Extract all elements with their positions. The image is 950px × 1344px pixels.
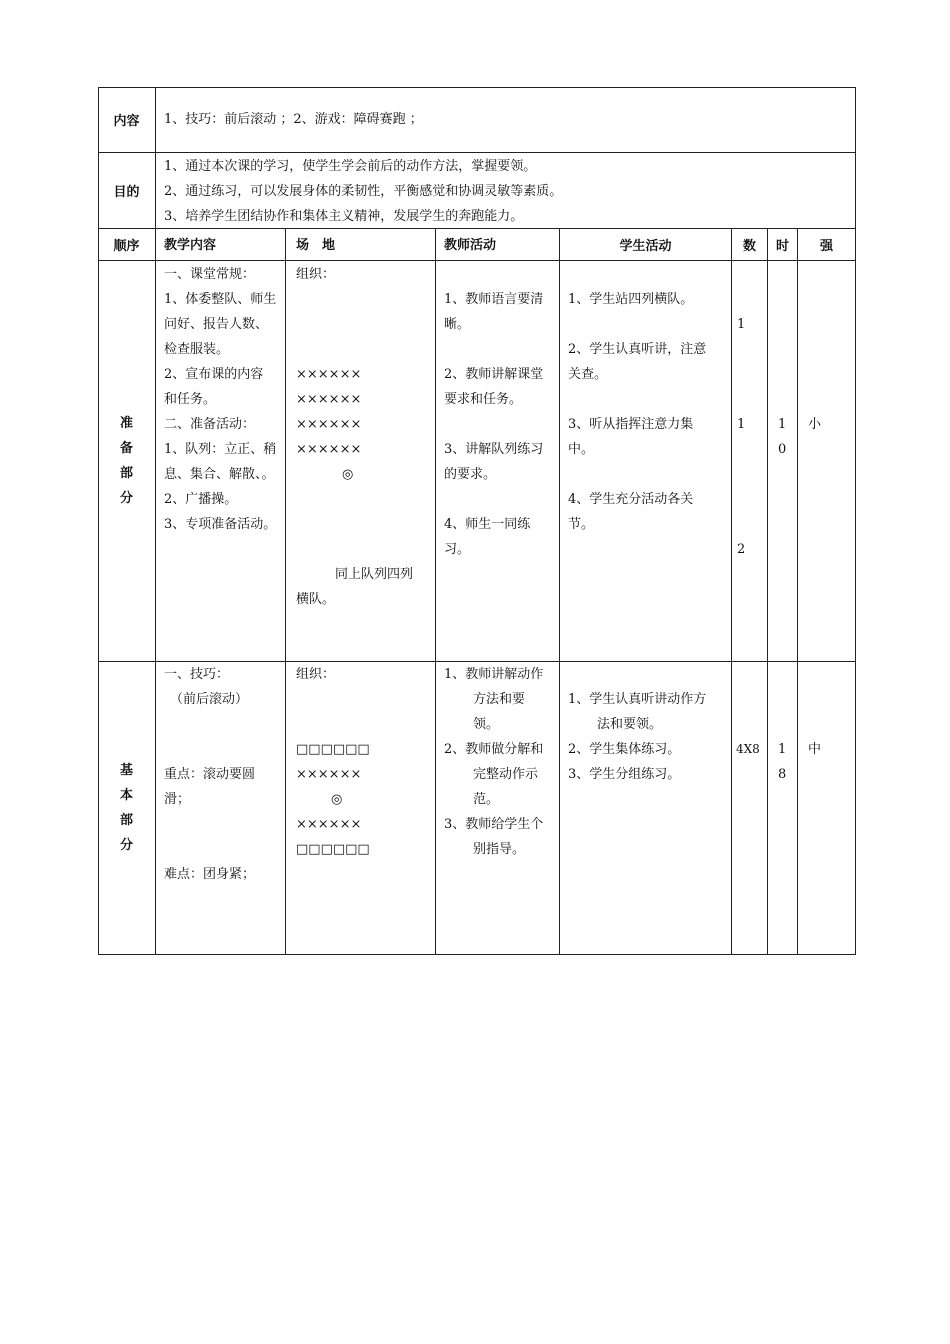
col-venue-label: 场 地 (296, 238, 336, 253)
formation-row: ×××××× (296, 442, 362, 457)
count-value: 1 (737, 417, 746, 432)
teacher-line: 3、教师给学生个 (444, 817, 544, 832)
student-line: 法和要领。 (597, 717, 663, 732)
student-line: 1、学生认真听讲动作方 (568, 692, 707, 707)
venue-title: 组织： (296, 667, 336, 682)
teacher-line: 1、教师语言要清 (444, 292, 544, 307)
teacher-line: 完整动作示 (473, 767, 539, 782)
prep-student (560, 261, 732, 662)
teacher-line: 2、教师讲解课堂 (444, 367, 544, 382)
teacher-position-icon: ◎ (342, 467, 354, 482)
teacher-line: 范。 (473, 792, 500, 807)
student-line: 关查。 (568, 367, 608, 382)
basic-content (156, 662, 286, 955)
basic-venue (286, 662, 436, 955)
basic-student (560, 662, 732, 955)
count-value: 1 (737, 317, 746, 332)
content-line: 难点：团身紧； (164, 867, 256, 882)
content-line: 一、技巧： (164, 667, 230, 682)
content-line: 和任务。 (164, 392, 217, 407)
col-order: 顺序 (98, 229, 156, 261)
teacher-line: 2、教师做分解和 (444, 742, 544, 757)
time-value: 8 (778, 767, 787, 782)
teacher-line: 习。 (444, 542, 471, 557)
section-char: 备 (119, 441, 133, 456)
student-line: 3、学生分组练习。 (568, 767, 681, 782)
section-char: 本 (119, 788, 133, 803)
student-line: 节。 (568, 517, 595, 532)
basic-time (768, 662, 798, 955)
content-line: 3、专项准备活动。 (164, 517, 277, 532)
content-line: 1、队列：立正、稍 (164, 442, 277, 457)
formation-row: ×××××× (296, 367, 362, 382)
col-student: 学生活动 (560, 229, 732, 261)
basic-count (732, 662, 768, 955)
col-venue (286, 229, 436, 261)
col-teacher-label: 教师活动 (444, 238, 497, 253)
student-line: 4、学生充分活动各关 (568, 492, 694, 507)
teacher-line: 晰。 (444, 317, 471, 332)
teacher-line: 领。 (473, 717, 500, 732)
section-char: 部 (119, 466, 133, 481)
time-value: 1 (778, 417, 787, 432)
content-line: （前后滚动） (170, 692, 249, 707)
intensity-value: 小 (808, 417, 822, 432)
teacher-line: 方法和要 (473, 692, 526, 707)
section-char: 分 (119, 491, 133, 506)
formation-row: ×××××× (296, 417, 362, 432)
teacher-line: 4、师生一同练 (444, 517, 531, 532)
prep-venue (286, 261, 436, 662)
student-line: 1、学生站四列横队。 (568, 292, 694, 307)
content-cell (156, 87, 856, 153)
basic-teacher (436, 662, 560, 955)
intensity-value: 中 (808, 742, 822, 757)
content-line: 重点：滚动要圆 (164, 767, 256, 782)
content-line: 问好、报告人数、 (164, 317, 269, 332)
content-line: 2、宣布课的内容 (164, 367, 264, 382)
venue-note: 横队。 (296, 592, 336, 607)
formation-row: □□□□□□ (296, 742, 370, 757)
teacher-line: 别指导。 (473, 842, 526, 857)
count-value: 4X8 (736, 742, 760, 756)
col-time: 时 (768, 229, 798, 261)
student-line: 2、学生认真听讲，注意 (568, 342, 707, 357)
section-char: 分 (119, 838, 133, 853)
content-line: 一、课堂常规： (164, 267, 256, 282)
prep-count (732, 261, 768, 662)
teacher-line: 的要求。 (444, 467, 497, 482)
col-teacher (436, 229, 560, 261)
col-intensity: 强 (798, 229, 856, 261)
col-content-label: 教学内容 (164, 238, 217, 253)
student-line: 2、学生集体练习。 (568, 742, 681, 757)
formation-row: ×××××× (296, 767, 362, 782)
content-line: 2、广播操。 (164, 492, 238, 507)
formation-row: ×××××× (296, 817, 362, 832)
formation-row: □□□□□□ (296, 842, 370, 857)
content-text: 1、技巧：前后滚动 ；2、游戏：障碍赛跑 ； (164, 112, 423, 127)
teacher-line: 3、讲解队列练习 (444, 442, 544, 457)
time-value: 1 (778, 742, 787, 757)
goal-line: 2、通过练习，可以发展身体的柔韧性，平衡感觉和协调灵敏等素质。 (164, 184, 563, 199)
col-content (156, 229, 286, 261)
section-char: 基 (119, 763, 133, 778)
goal-line: 1、通过本次课的学习，使学生学会前后的动作方法，掌握要领。 (164, 159, 537, 174)
section-char: 准 (119, 416, 133, 431)
basic-intensity (798, 662, 856, 955)
student-line: 中。 (568, 442, 595, 457)
content-label: 内容 (98, 87, 156, 153)
prep-time (768, 261, 798, 662)
goal-label: 目的 (98, 153, 156, 229)
content-line: 二、准备活动： (164, 417, 256, 432)
basic-section-label (98, 662, 156, 955)
goal-line: 3、培养学生团结协作和集体主义精神，发展学生的奔跑能力。 (164, 209, 524, 224)
venue-title: 组织： (296, 267, 336, 282)
prep-teacher (436, 261, 560, 662)
teacher-line: 1、教师讲解动作 (444, 667, 544, 682)
col-count: 数 (732, 229, 768, 261)
formation-row: ×××××× (296, 392, 362, 407)
teacher-line: 要求和任务。 (444, 392, 523, 407)
lesson-plan-table (98, 87, 856, 955)
student-line: 3、听从指挥注意力集 (568, 417, 694, 432)
content-line: 1、体委整队、师生 (164, 292, 277, 307)
venue-note: 同上队列四列 (335, 567, 414, 582)
content-line: 检查服装。 (164, 342, 230, 357)
content-line: 息、集合、解散、。 (164, 467, 275, 482)
prep-content (156, 261, 286, 662)
time-value: 0 (778, 442, 787, 457)
count-value: 2 (737, 542, 746, 557)
prep-intensity (798, 261, 856, 662)
prep-section-label (98, 261, 156, 662)
goal-cell (156, 153, 856, 229)
teacher-position-icon: ◎ (331, 792, 343, 807)
section-char: 部 (119, 813, 133, 828)
content-line: 滑； (164, 792, 191, 807)
